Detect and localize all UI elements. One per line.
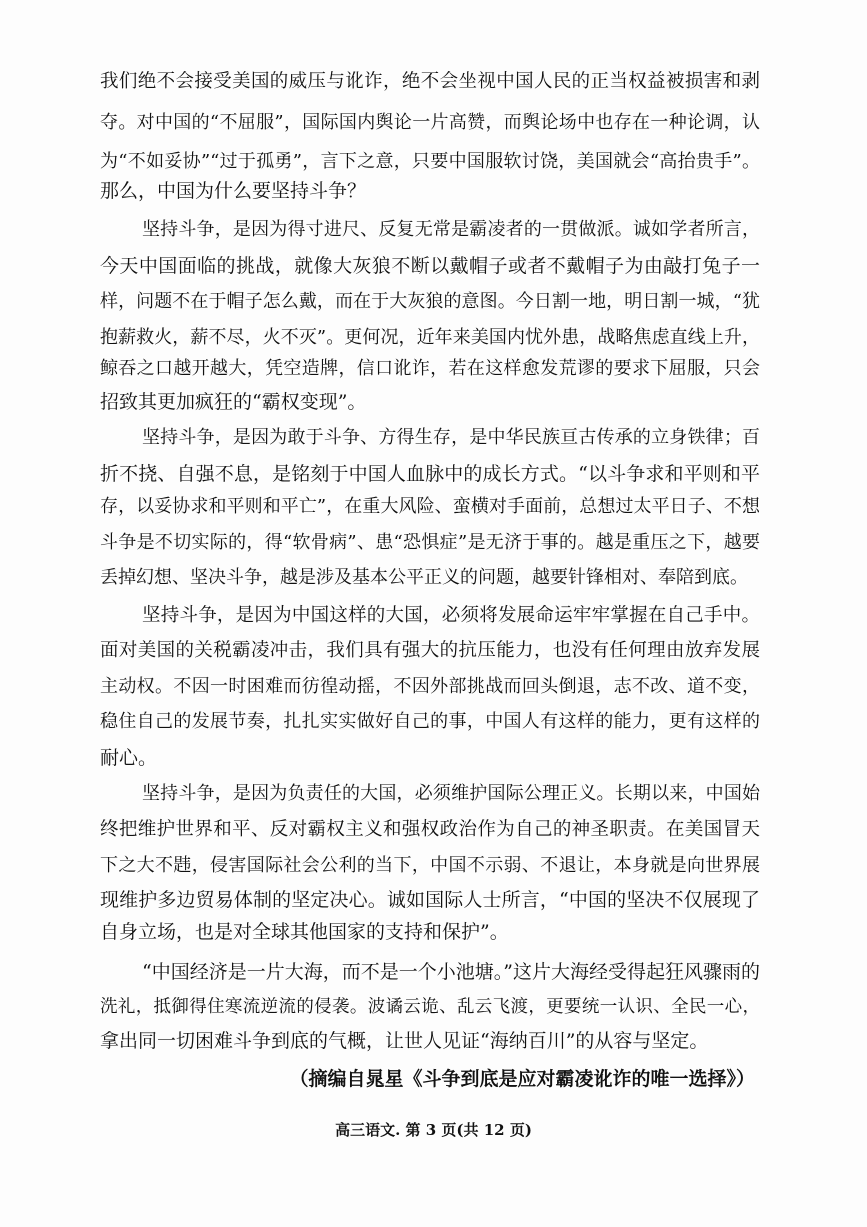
text-line: 今天中国面临的挑战，就像大灰狼不断以戴帽子或者不戴帽子为由敲打兔子一 <box>100 255 760 277</box>
text-line: 自身立场，也是对全球其他国家的支持和保护”。 <box>100 921 509 943</box>
source-attribution: （摘编自晁星《斗争到底是应对霸凌讹诈的唯一选择》） <box>289 1068 755 1090</box>
text-line: 耐心。 <box>100 747 158 769</box>
page-footer: 高三语文. 第 3 页(共 12 页) <box>335 1121 532 1139</box>
text-line: 鲸吞之口越开越大，凭空造牌，信口讹诈，若在这样愈发荒谬的要求下屈服，只会 <box>100 358 760 379</box>
text-line: 主动权。不因一时困难而彷徨动摇，不因外部挑战而回头倒退，志不改、道不变， <box>100 676 760 697</box>
text-line: 斗争是不切实际的，得“软骨病”、患“恐惧症”是无济于事的。越是重压之下，越要 <box>100 532 760 553</box>
text-line: 丢掉幻想、坚决斗争，越是涉及基本公平正义的问题，越要针锋相对、奉陪到底。 <box>100 567 748 588</box>
text-line: 下之大不韪，侵害国际社会公利的当下，中国不示弱、不退让，本身就是向世界展 <box>100 855 760 876</box>
text-line: 我们绝不会接受美国的威压与讹诈，绝不会坐视中国人民的正当权益被损害和剥 <box>100 71 760 92</box>
text-line: 坚持斗争，是因为负责任的大国，必须维护国际公理正义。长期以来，中国始 <box>142 783 760 804</box>
text-line: 存，以妥协求和平则和平亡”，在重大风险、蛮横对手面前，总想过太平日子、不想 <box>100 496 760 517</box>
text-line: 为“不如妥协”“过于孤勇”，言下之意，只要中国服软讨饶，美国就会“高抬贵手”。 <box>100 151 760 172</box>
text-line: 拿出同一切困难斗争到底的气概，让世人见证“海纳百川”的从容与坚定。 <box>100 1030 709 1052</box>
text-line: 坚持斗争，是因为敢于斗争、方得生存，是中华民族亘古传承的立身铁律；百 <box>142 427 760 448</box>
text-line: 现维护多边贸易体制的坚定决心。诚如国际人士所言，“中国的坚决不仅展现了 <box>100 889 760 911</box>
text-line: 坚持斗争，是因为中国这样的大国，必须将发展命运牢牢掌握在自己手中。 <box>142 605 760 626</box>
text-line: 洗礼，抵御得住寒流逆流的侵袭。波谲云诡、乱云飞渡，更要统一认识、全民一心， <box>100 997 760 1017</box>
text-line: “中国经济是一片大海，而不是一个小池塘。”这片大海经受得起狂风骤雨的 <box>142 961 760 983</box>
text-line: 折不挠、自强不息，是铭刻于中国人血脉中的成长方式。“以斗争求和平则和平 <box>100 463 760 485</box>
text-line: 那么，中国为什么要坚持斗争？ <box>100 180 367 202</box>
text-line: 夺。对中国的“不屈服”，国际国内舆论一片高赞，而舆论场中也存在一种论调，认 <box>100 112 760 133</box>
text-line: 抱薪救火，薪不尽，火不灭”。更何况，近年来美国内忧外患，战略焦虑直线上升， <box>100 327 760 348</box>
text-line: 招致其更加疯狂的“霸权变现”。 <box>100 391 367 413</box>
text-line: 终把维护世界和平、反对霸权主义和强权政治作为自己的神圣职责。在美国冒天 <box>100 819 760 840</box>
text-line: 稳住自己的发展节奏，扎扎实实做好自己的事，中国人有这样的能力，更有这样的 <box>100 711 760 732</box>
text-line: 面对美国的关税霸凌冲击，我们具有强大的抗压能力，也没有任何理由放弃发展 <box>100 640 760 661</box>
text-line: 坚持斗争，是因为得寸进尺、反复无常是霸凌者的一贯做派。诚如学者所言， <box>142 219 760 240</box>
text-line: 样，问题不在于帽子怎么戴，而在于大灰狼的意图。今日割一地，明日割一城，“犹 <box>100 291 760 312</box>
